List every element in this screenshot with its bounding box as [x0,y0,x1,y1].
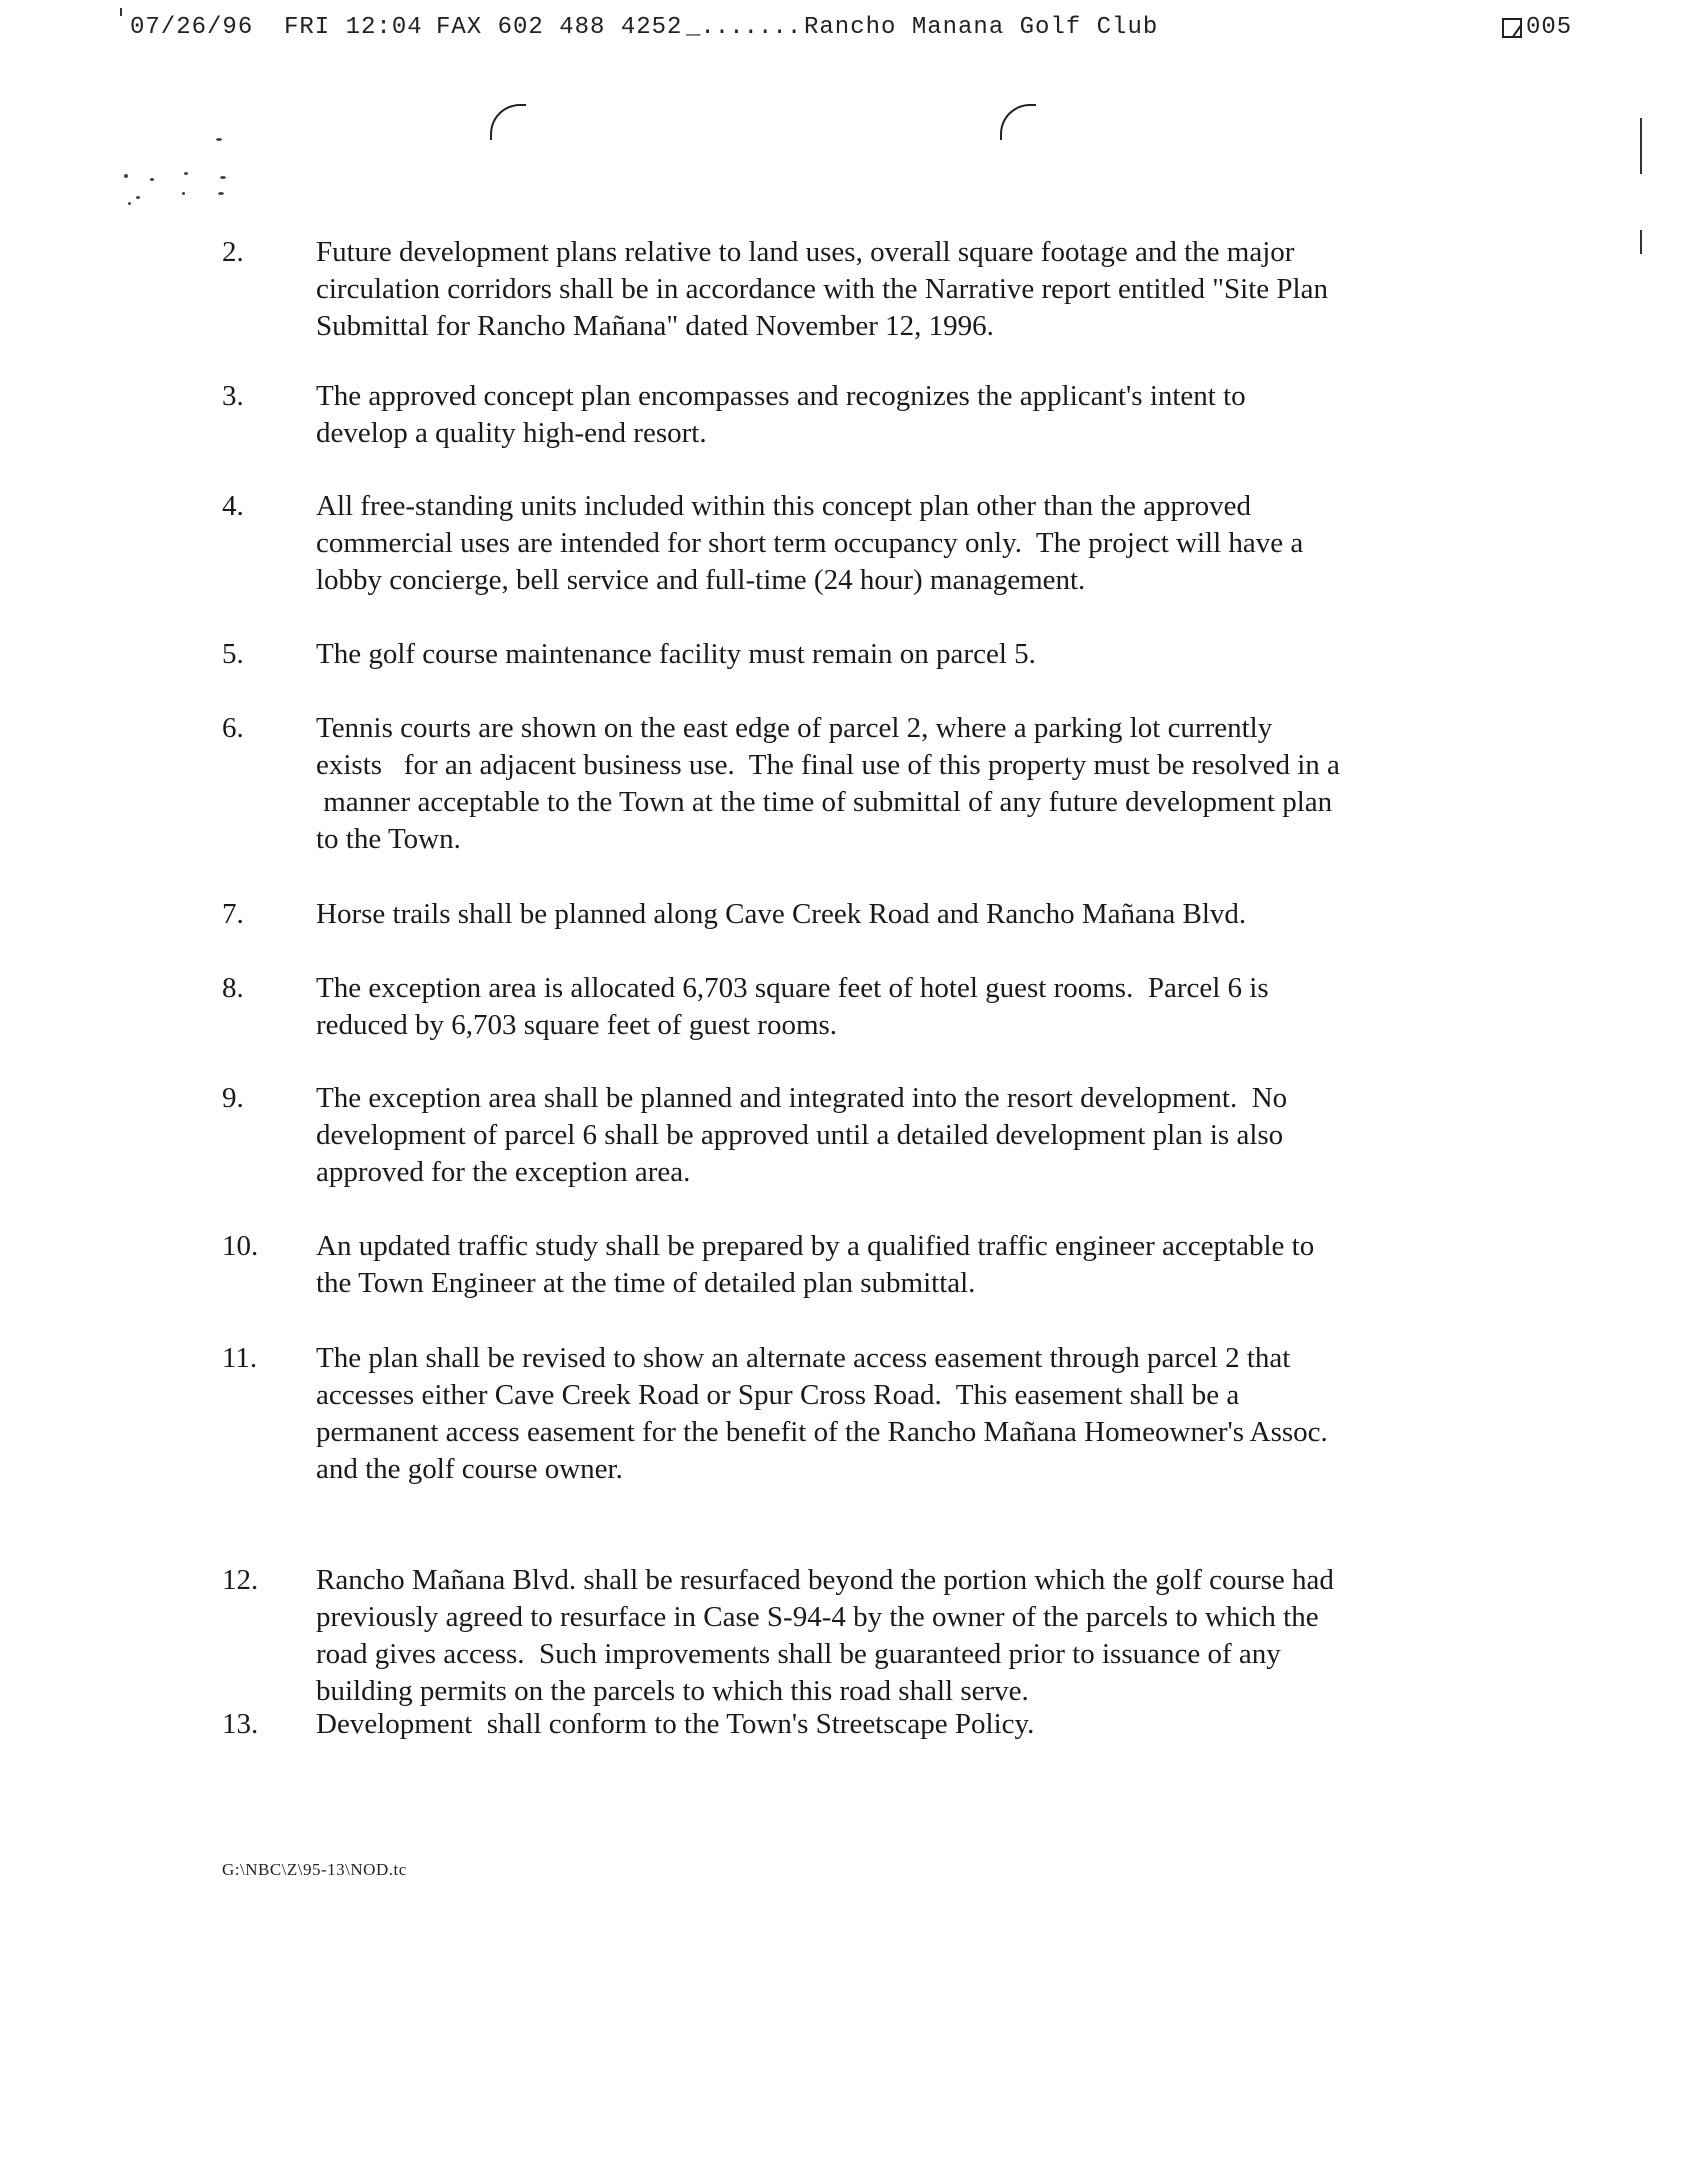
checkbox-icon [1502,18,1522,38]
fax-time: FRI 12:04 [284,14,423,41]
condition-text-line: An updated traffic study shall be prepared by a qualified traffic engineer acceptable to [316,1230,1315,1262]
condition-number: 3. [222,380,244,412]
condition-text-line: commercial uses are intended for short term occupancy only. The project will have a [316,527,1304,559]
scan-speck [124,174,128,178]
fax-leader-dots: _....... [686,14,802,41]
condition-text-line: to the Town. [316,823,461,855]
condition-text-line: and the golf course owner. [316,1453,623,1485]
condition-text-line: Tennis courts are shown on the east edge of parcel 2, where a parking lot currently [316,712,1273,744]
condition-text [316,1706,1456,1743]
condition-text-line: manner acceptable to the Town at the time of submittal of any future development plan [316,786,1333,818]
condition-number: 10. [222,1230,259,1262]
scan-speck [216,138,222,141]
condition-number: 2. [222,236,244,268]
condition-text-line: Rancho Mañana Blvd. shall be resurfaced beyond the portion which the golf course had [316,1564,1334,1596]
condition-text [316,378,1456,452]
condition-text [316,636,1456,673]
condition-text-line: Horse trails shall be planned along Cave Creek Road and Rancho Mañana Blvd. [316,898,1247,930]
condition-text-line: The golf course maintenance facility must remain on parcel 5. [316,638,1036,670]
condition-number: 12. [222,1564,259,1596]
condition-text-line: develop a quality high-end resort. [316,417,707,449]
condition-text [316,1340,1456,1488]
condition-text-line: The exception area is allocated 6,703 square feet of hotel guest rooms. Parcel 6 is [316,972,1269,1004]
condition-text-line: Submittal for Rancho Mañana" dated November 12, 1996. [316,310,994,342]
fax-organization: Rancho Manana Golf Club [804,14,1159,41]
fax-page-number-value: 005 [1526,14,1573,41]
condition-text-line: approved for the exception area. [316,1156,691,1188]
condition-text-line: Development shall conform to the Town's Streetscape Policy. [316,1708,1035,1740]
condition-text [316,488,1456,599]
fax-page-number [1502,14,1572,41]
condition-text-line: The approved concept plan encompasses and recognizes the applicant's intent to [316,380,1246,412]
condition-number: 5. [222,638,244,670]
scan-speck [218,192,224,195]
condition-text-line: circulation corridors shall be in accordance with the Narrative report entitled "Site Plan [316,273,1328,305]
condition-text-line: road gives access. Such improvements shall be guaranteed prior to issuance of any [316,1638,1281,1670]
condition-text-line: reduced by 6,703 square feet of guest rooms. [316,1009,838,1041]
scan-speck [128,202,131,205]
scan-edge-mark [1640,118,1642,174]
file-path-footer: G:\NBC\Z\95-13\NOD.tc [222,1860,407,1879]
condition-text [316,970,1456,1044]
condition-text [316,896,1456,933]
binder-mark-left [490,104,526,140]
condition-text-line: the Town Engineer at the time of detailed plan submittal. [316,1267,976,1299]
condition-text-line: development of parcel 6 shall be approved until a detailed development plan is also [316,1119,1284,1151]
condition-number: 7. [222,898,244,930]
condition-text-line: All free-standing units included within this concept plan other than the approved [316,490,1252,522]
condition-text [316,710,1456,858]
scan-speck [220,176,226,179]
condition-number: 6. [222,712,244,744]
scan-speck [182,192,185,195]
condition-text [316,1080,1456,1191]
condition-text [316,234,1456,345]
condition-text-line: exists for an adjacent business use. The final use of this property must be resolved in a [316,749,1340,781]
condition-text-line: lobby concierge, bell service and full-time (24 hour) management. [316,564,1086,596]
fax-header [0,0,1696,60]
condition-text-line: building permits on the parcels to which this road shall serve. [316,1675,1029,1707]
condition-text-line: permanent access easement for the benefit of the Rancho Mañana Homeowner's Assoc. [316,1416,1328,1448]
condition-text [316,1228,1456,1302]
condition-number: 4. [222,490,244,522]
scan-speck [150,178,154,181]
condition-number: 13. [222,1708,259,1740]
condition-number: 9. [222,1082,244,1114]
scan-edge-mark [1640,230,1642,254]
scan-speck [136,196,140,199]
condition-number: 11. [222,1342,258,1374]
scan-speck [184,172,188,175]
condition-number: 8. [222,972,244,1004]
fax-number: FAX 602 488 4252 [436,14,683,41]
fax-date: 07/26/96 [130,14,254,41]
condition-text-line: The plan shall be revised to show an alternate access easement through parcel 2 that [316,1342,1291,1374]
condition-text-line: Future development plans relative to land uses, overall square footage and the major [316,236,1295,268]
condition-text-line: previously agreed to resurface in Case S-94-4 by the owner of the parcels to which the [316,1601,1319,1633]
condition-text-line: The exception area shall be planned and integrated into the resort development. No [316,1082,1288,1114]
condition-text [316,1562,1456,1710]
binder-mark-right [1000,104,1036,140]
condition-text-line: accesses either Cave Creek Road or Spur Cross Road. This easement shall be a [316,1379,1240,1411]
